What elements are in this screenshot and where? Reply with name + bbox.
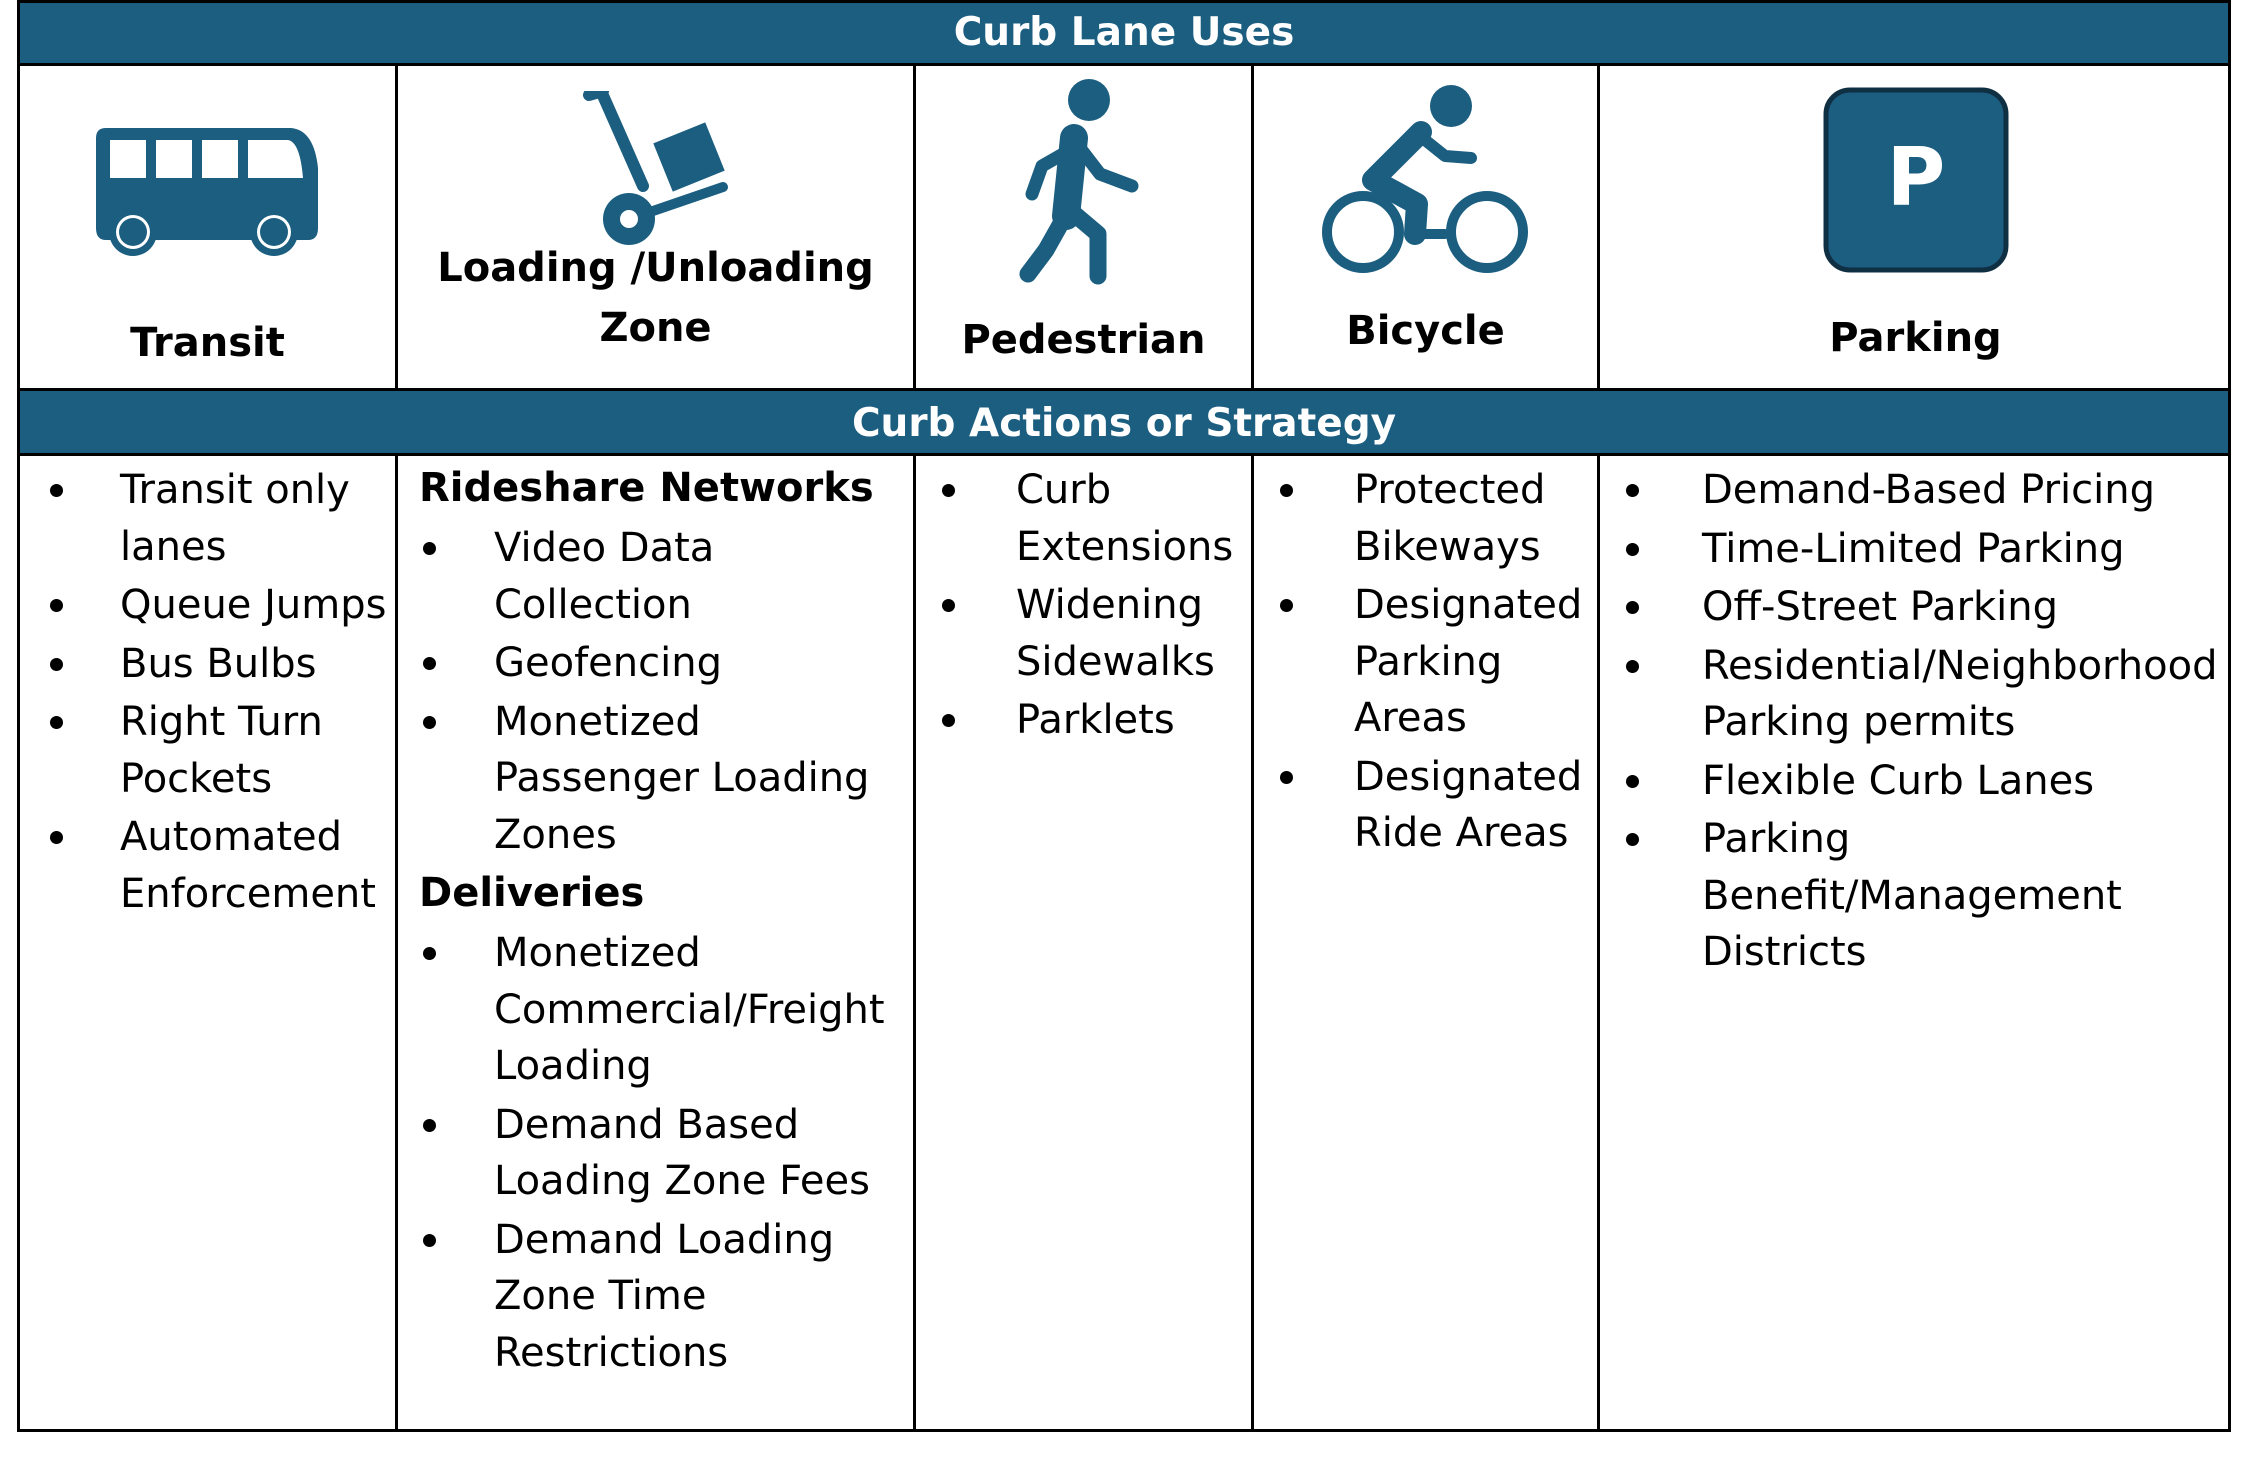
list-item [419, 635, 909, 692]
list-item [42, 694, 387, 807]
item-text: Queue Jumps [120, 582, 387, 628]
table-title: Curb Lane Uses [20, 3, 2228, 66]
rideshare-heading: Rideshare Networks [419, 465, 874, 511]
item-text: Flexible Curb Lanes [1702, 757, 2095, 804]
item-text: Widening Sidewalks [1016, 582, 1215, 685]
deliveries-heading: Deliveries [419, 870, 645, 916]
list-item [1622, 521, 2227, 578]
item-text: Geofencing [494, 640, 722, 686]
list-item [42, 577, 387, 634]
use-label: Zone [599, 305, 712, 351]
item-text: Video Data Collection [494, 525, 715, 628]
list-item [1276, 577, 1594, 747]
item-text: Designated Parking Areas [1354, 582, 1583, 741]
bullet-list [419, 925, 909, 1381]
item-text: Bus Bulbs [120, 640, 317, 687]
pedestrian-icon [1014, 78, 1154, 293]
list-item [938, 462, 1248, 575]
bullet-list [938, 462, 1248, 751]
list-item [419, 694, 909, 864]
use-transit [20, 66, 395, 388]
bullet-list [1622, 462, 2227, 983]
item-text: Residential/Neighborhood Parking permits [1702, 642, 2218, 745]
item-text: Designated Ride Areas [1354, 753, 1583, 856]
parking-icon [1823, 87, 2009, 273]
use-parking [1600, 66, 2231, 388]
list-item [419, 1097, 909, 1210]
use-label: Transit [130, 320, 285, 366]
item-text: Demand-Based Pricing [1702, 467, 2155, 513]
use-loading [398, 66, 913, 388]
list-item [1622, 462, 2227, 519]
item-text: Demand Loading Zone Time Restrictions [494, 1216, 835, 1376]
loading-strategies [398, 456, 913, 1432]
hand-truck-icon [581, 91, 731, 251]
use-bicycle [1254, 66, 1597, 388]
list-item [1276, 749, 1594, 862]
list-item [42, 636, 387, 693]
list-item [42, 809, 387, 922]
item-text: Time-Limited Parking [1702, 525, 2125, 572]
item-text: Curb Extensions [1016, 467, 1234, 570]
list-item [1276, 462, 1594, 575]
list-item [1622, 638, 2227, 751]
item-text: Off-Street Parking [1702, 584, 2059, 630]
list-item [938, 692, 1248, 749]
bus-icon [96, 128, 320, 258]
item-text: Transit only lanes [120, 467, 350, 570]
item-text: Parking Benefit/Management Districts [1702, 816, 2122, 975]
list-item [1622, 811, 2227, 981]
list-item [1622, 579, 2227, 636]
item-text: Monetized Commercial/Freight Loading [494, 930, 885, 1089]
use-label: Pedestrian [961, 317, 1206, 363]
curb-lane-table [17, 0, 2231, 1432]
list-item [938, 577, 1248, 690]
bullet-list [42, 462, 387, 924]
list-item [419, 1212, 909, 1382]
transit-strategies [20, 456, 395, 1432]
item-text: Protected Bikeways [1354, 467, 1546, 570]
item-text: Right Turn Pockets [120, 699, 323, 802]
item-text: Parklets [1016, 697, 1175, 743]
strategy-title: Curb Actions or Strategy [20, 388, 2228, 456]
parking-icon-letter: P [1886, 131, 1945, 224]
bullet-list [419, 520, 909, 863]
item-text: Demand Based Loading Zone Fees [494, 1101, 870, 1204]
list-item [419, 520, 909, 633]
list-item [42, 462, 387, 575]
item-text: Automated Enforcement [120, 814, 376, 917]
bullet-list [1276, 462, 1594, 864]
item-text: Monetized Passenger Loading Zones [494, 698, 870, 858]
use-pedestrian [916, 66, 1251, 388]
pedestrian-strategies [916, 456, 1251, 1432]
use-label: Bicycle [1346, 308, 1505, 354]
list-item [419, 925, 909, 1095]
list-item [1622, 753, 2227, 810]
bicycle-strategies [1254, 456, 1597, 1432]
parking-strategies [1600, 456, 2231, 1432]
use-label: Parking [1829, 315, 2002, 361]
bicycle-icon [1321, 84, 1531, 284]
use-label: Loading /Unloading [437, 245, 874, 291]
